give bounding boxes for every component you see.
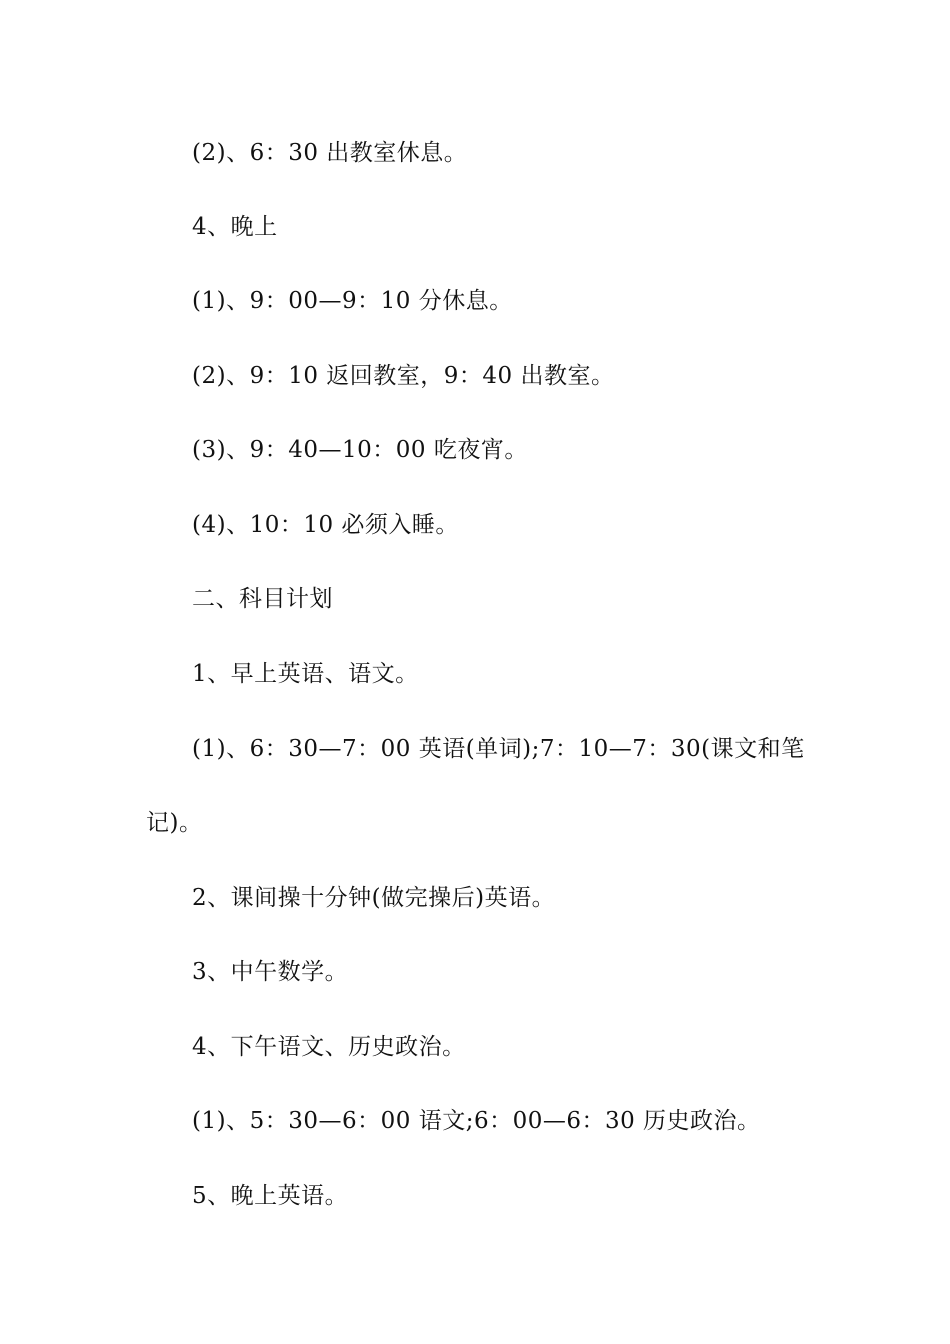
paragraph-line: (1)、5：30—6：00 语文;6：00—6：30 历史政治。 (192, 1108, 761, 1134)
section-heading: 4、晚上 (192, 214, 278, 240)
paragraph-line: 4、下午语文、历史政治。 (192, 1034, 466, 1060)
paragraph-line-continuation: 记)。 (146, 810, 203, 836)
paragraph-line: 5、晚上英语。 (192, 1183, 349, 1209)
paragraph-line: (1)、6：30—7：00 英语(单词);7：10—7：30(课文和笔 (192, 736, 805, 762)
paragraph-line: 3、中午数学。 (192, 959, 349, 985)
paragraph-line: (3)、9：40—10：00 吃夜宵。 (192, 437, 528, 463)
paragraph-line: (4)、10：10 必须入睡。 (192, 512, 459, 538)
paragraph-line: (1)、9：00—9：10 分休息。 (192, 288, 513, 314)
paragraph-line: (2)、9：10 返回教室，9：40 出教室。 (192, 363, 615, 389)
paragraph-line: (2)、6：30 出教室休息。 (192, 140, 468, 166)
paragraph-line: 2、课间操十分钟(做完操后)英语。 (192, 885, 556, 911)
paragraph-line: 1、早上英语、语文。 (192, 661, 419, 687)
section-heading: 二、科目计划 (192, 586, 333, 612)
